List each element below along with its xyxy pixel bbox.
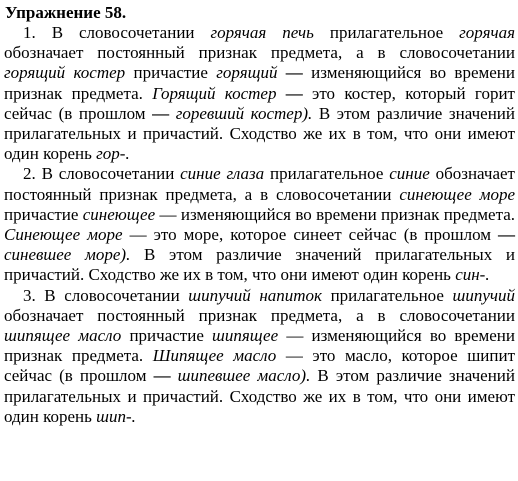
text-run: обозначает постоянный признак предмета, а в словосочетании: [4, 43, 515, 63]
text-run: шип-.: [96, 406, 136, 426]
exercise-title: Упражнение 58.: [5, 3, 127, 22]
text-run: изменяющийся во времени признак предмета.: [4, 63, 516, 103]
text-run: син-.: [455, 265, 490, 285]
text-run: прилагательное: [264, 164, 390, 184]
text-run: —: [276, 346, 313, 366]
text-run: Синеющее море: [4, 225, 123, 245]
text-run: синеющее море: [399, 184, 515, 204]
text-run: —: [498, 225, 516, 245]
text-run: обозначает постоянный признак предмета, а в словосочетании: [4, 164, 515, 204]
text-run: шипучий напиток: [188, 285, 323, 305]
text-run: В этом различие значений прилагательных и причастий. Сходство же их в том, что они имеют один корень: [4, 245, 515, 285]
text-run: причастие: [121, 326, 213, 346]
text-run: —: [276, 83, 313, 103]
text-run: шипящее масло: [4, 326, 122, 346]
text-run: —: [278, 326, 312, 346]
text-run: обозначает постоянный признак предмета, а в словосочетании: [4, 305, 515, 325]
text-run: причастие: [4, 204, 83, 224]
text-run: прилагательное: [313, 23, 460, 42]
text-run: гор-.: [96, 144, 130, 164]
text-run: —: [155, 204, 181, 224]
text-run: —: [153, 366, 178, 386]
text-run: это море, которое синеет сейчас (в прошлом: [153, 225, 499, 245]
text-run: шипевшее масло).: [177, 366, 311, 386]
text-run: причастие: [125, 63, 217, 83]
text-run: это масло, которое шипит сейчас (в прошлом: [4, 346, 516, 386]
text-run: синеющее: [82, 204, 156, 224]
text-run: синие глаза: [180, 164, 265, 184]
text-run: 3. В словосочетании: [23, 285, 189, 305]
text-run: горячая: [459, 23, 515, 42]
text-run: горящий: [216, 63, 278, 83]
text-run: Шипящее масло: [152, 346, 277, 366]
paragraph-2: [4, 164, 515, 285]
text-run: прилагательное: [322, 285, 453, 305]
text-run: изменяющийся во времени признак предмета.: [180, 204, 515, 224]
text-run: горевший костер).: [175, 103, 313, 123]
paragraph-1: [4, 23, 515, 164]
text-run: В этом различие значений прилагательных и причастий. Сходство же их в том, что они имеют один корень: [4, 366, 516, 426]
text-run: изменяющийся во времени признак предмета.: [4, 326, 515, 366]
text-run: горящий костер: [4, 63, 126, 83]
text-run: шипучий: [452, 285, 515, 305]
text-run: —: [152, 103, 176, 123]
text-run: синие: [389, 164, 430, 184]
text-run: шипящее: [212, 326, 279, 346]
text-run: 1. В словосочетании: [23, 23, 211, 42]
text-run: Горящий костер: [152, 83, 277, 103]
text-run: —: [277, 63, 312, 83]
text-run: горячая печь: [210, 23, 314, 42]
text-run: 2. В словосочетании: [23, 164, 181, 184]
text-run: это костер, который горит сейчас (в прошлом: [4, 83, 515, 123]
text-run: синевшее море).: [4, 245, 131, 265]
paragraph-3: [4, 286, 515, 427]
text-run: В этом различие значений прилагательных и причастий. Сходство же их в том, что они имеют один корень: [4, 103, 515, 164]
text-run: —: [122, 225, 154, 245]
